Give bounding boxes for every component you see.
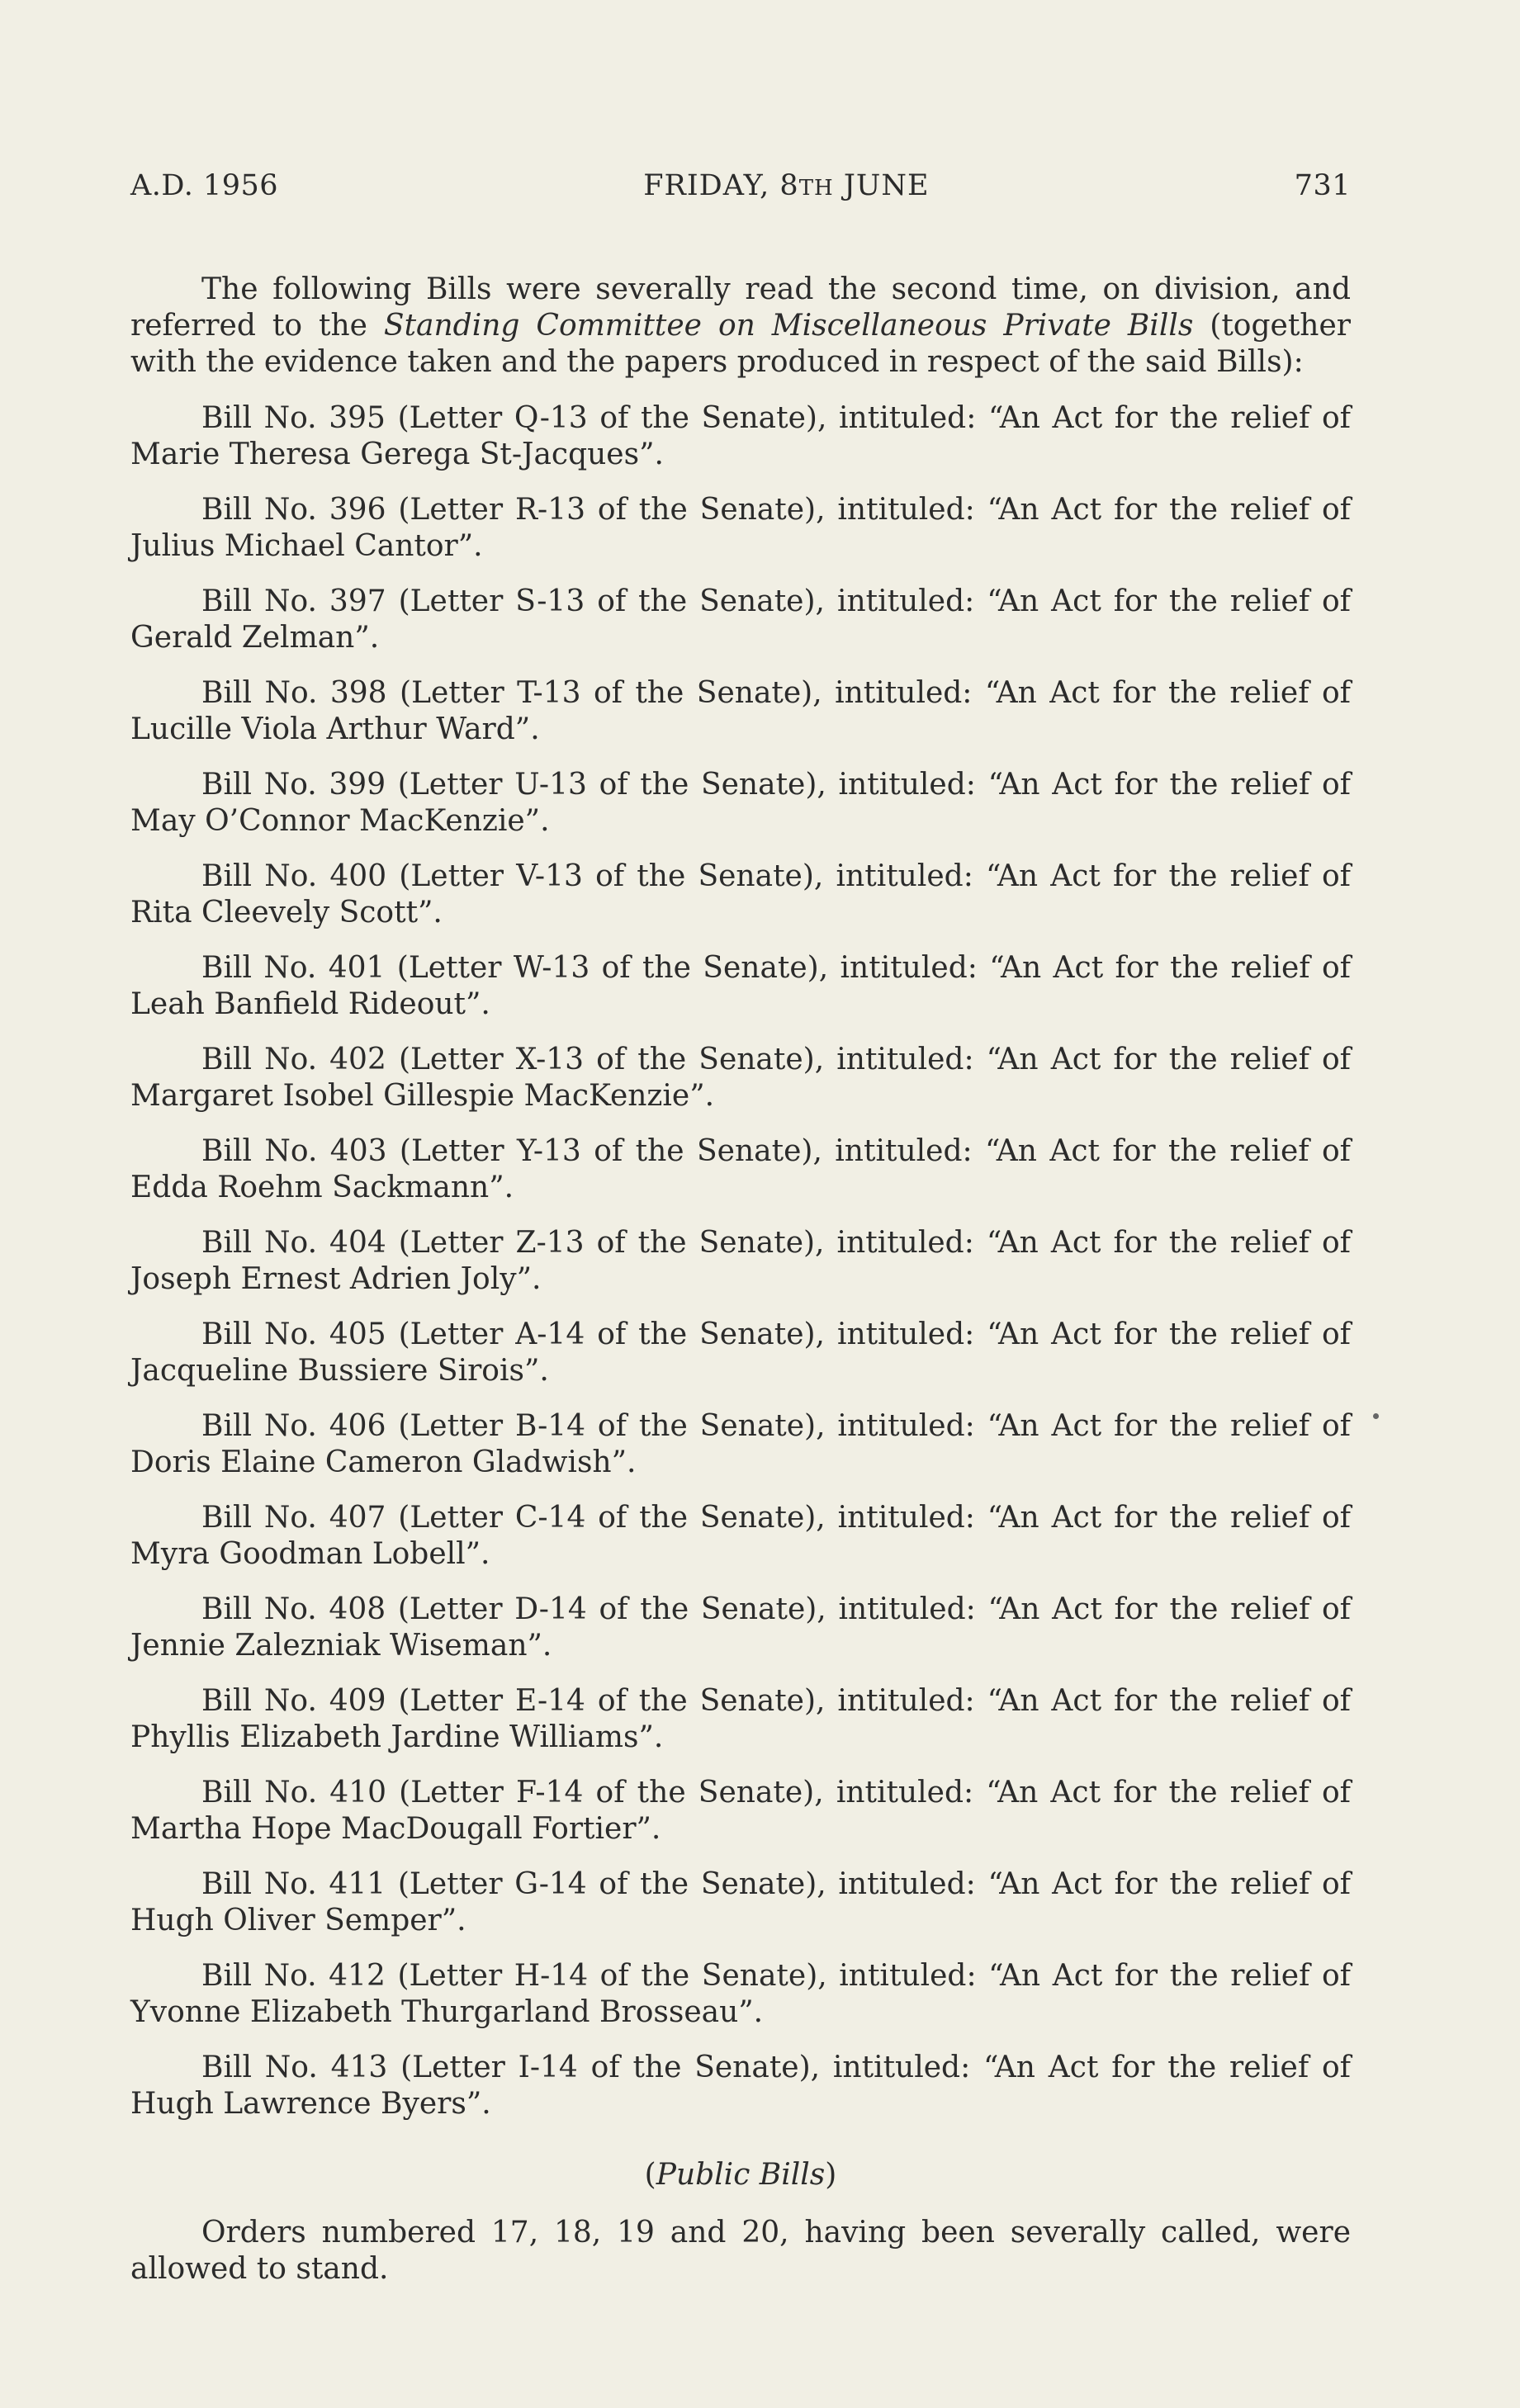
bill-entry: Bill No. 408 (Letter D-14 of the Senate), intituled: “An Act for the relief of Jennie Zalezniak Wiseman”. (130, 1592, 1351, 1663)
bill-entry: Bill No. 401 (Letter W-13 of the Senate), intituled: “An Act for the relief of Leah Banfield Rideout”. (130, 951, 1351, 1021)
bill-entry: Bill No. 395 (Letter Q-13 of the Senate), intituled: “An Act for the relief of Marie Theresa Gerega St-Jacques”. (130, 401, 1351, 471)
bill-entry: Bill No. 403 (Letter Y-13 of the Senate), intituled: “An Act for the relief of Edda Roehm Sackmann”. (130, 1134, 1351, 1204)
bill-entry: Bill No. 410 (Letter F-14 of the Senate), intituled: “An Act for the relief of Martha Hope MacDougall Fortier”. (130, 1776, 1351, 1846)
header-year: A.D. 1956 (130, 169, 279, 202)
running-head (130, 169, 1351, 202)
bill-entry: Bill No. 404 (Letter Z-13 of the Senate), intituled: “An Act for the relief of Joseph Ernest Adrien Joly”. (130, 1226, 1351, 1296)
committee-name: Standing Committee on Miscellaneous Private Bills (383, 309, 1194, 343)
bill-entry: Bill No. 398 (Letter T-13 of the Senate), intituled: “An Act for the relief of Lucille Viola Arthur Ward”. (130, 676, 1351, 746)
bill-list (130, 400, 1351, 2122)
bill-entry: Bill No. 396 (Letter R-13 of the Senate), intituled: “An Act for the relief of Julius Michael Cantor”. (130, 493, 1351, 563)
section-heading (130, 2157, 1351, 2193)
bill-entry: Bill No. 406 (Letter B-14 of the Senate), intituled: “An Act for the relief of Doris Elaine Cameron Gladwish”. (130, 1409, 1351, 1479)
bill-entry: Bill No. 412 (Letter H-14 of the Senate), intituled: “An Act for the relief of Yvonne Elizabeth Thurgarland Brosseau”. (130, 1959, 1351, 2029)
section-heading-title: Public Bills (656, 2158, 826, 2192)
section-heading-close: ) (825, 2158, 837, 2192)
bill-entry: Bill No. 405 (Letter A-14 of the Senate), intituled: “An Act for the relief of Jacqueline Bussiere Sirois”. (130, 1318, 1351, 1388)
bill-entry: Bill No. 397 (Letter S-13 of the Senate), intituled: “An Act for the relief of Gerald Zelman”. (130, 584, 1351, 655)
bill-entry: Bill No. 409 (Letter E-14 of the Senate), intituled: “An Act for the relief of Phyllis Elizabeth Jardine Williams”. (130, 1684, 1351, 1754)
closing-paragraph: Orders numbered 17, 18, 19 and 20, having been severally called, were allowed to stand. (130, 2216, 1351, 2286)
header-date-month: JUNE (833, 169, 930, 202)
bill-entry: Bill No. 407 (Letter C-14 of the Senate), intituled: “An Act for the relief of Myra Goodman Lobell”. (130, 1501, 1351, 1571)
header-date-main: FRIDAY, 8 (643, 169, 799, 202)
bill-entry: Bill No. 411 (Letter G-14 of the Senate), intituled: “An Act for the relief of Hugh Oliver Semper”. (130, 1867, 1351, 1937)
margin-speck (1373, 1413, 1379, 1419)
intro-text-end: (together with the evidence taken and the papers produced in respect of the said Bills): (130, 309, 1351, 379)
bill-entry: Bill No. 400 (Letter V-13 of the Senate), intituled: “An Act for the relief of Rita Cleevely Scott”. (130, 859, 1351, 930)
journal-page (130, 169, 1351, 2287)
bill-entry: Bill No. 399 (Letter U-13 of the Senate), intituled: “An Act for the relief of May O’Connor MacKenzie”. (130, 768, 1351, 838)
intro-text-start: The following Bills were severally read the second time, on division, and referred to the (130, 272, 1351, 343)
header-date-suffix: TH (798, 176, 834, 201)
intro-paragraph (130, 272, 1351, 381)
bill-entry: Bill No. 402 (Letter X-13 of the Senate), intituled: “An Act for the relief of Margaret Isobel Gillespie MacKenzie”. (130, 1043, 1351, 1113)
section-heading-open: ( (644, 2158, 656, 2192)
bill-entry: Bill No. 413 (Letter I-14 of the Senate), intituled: “An Act for the relief of Hugh Lawrence Byers”. (130, 2051, 1351, 2121)
page-number: 731 (1294, 169, 1351, 202)
header-date (643, 169, 929, 202)
